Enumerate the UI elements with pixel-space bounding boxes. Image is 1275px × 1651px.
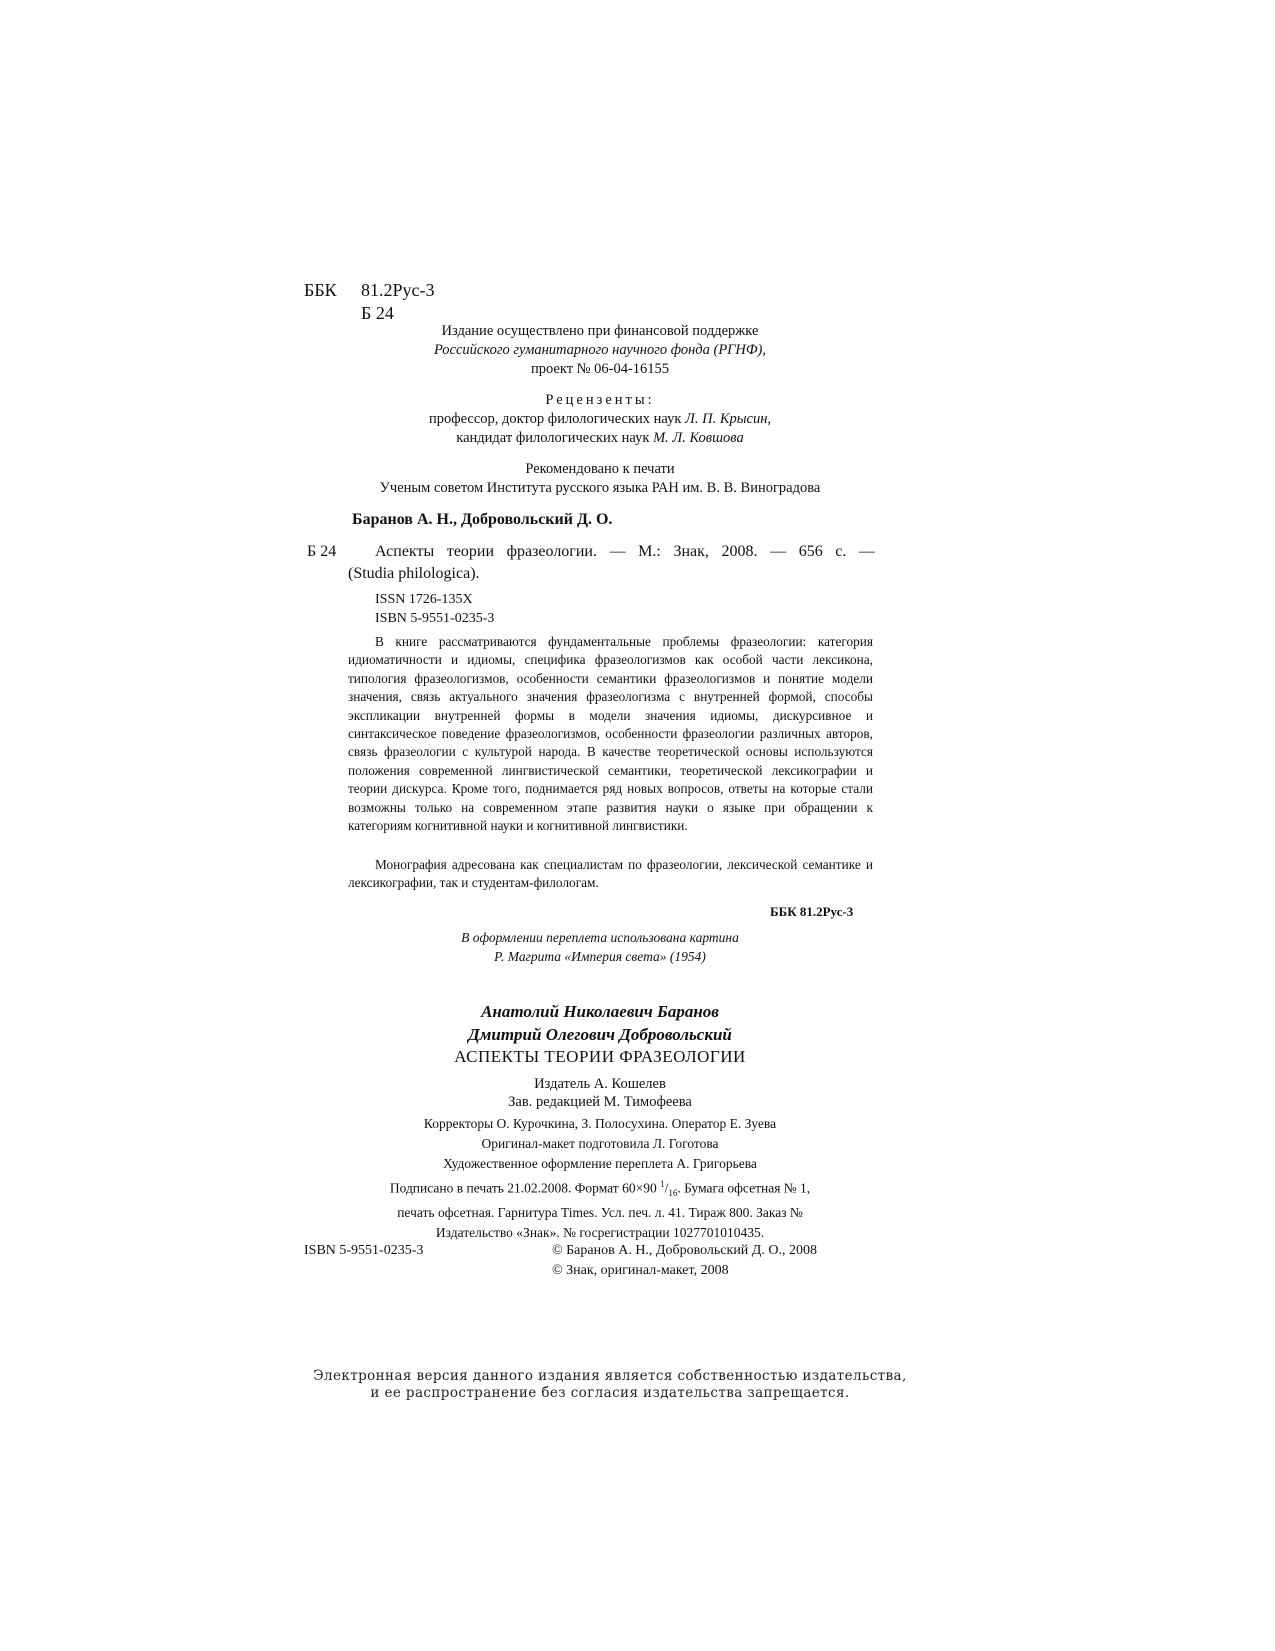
funding-line-1: Издание осуществлено при финансовой поддержке: [441, 323, 759, 339]
reviewer-2-name: М. Л. Ковшова: [653, 430, 744, 446]
format-fraction-denominator: 16: [668, 1188, 678, 1199]
isbn-bottom: ISBN 5-9551-0235-3: [304, 1243, 424, 1258]
reviewer-1-name: Л. П. Крысин: [685, 411, 768, 427]
cover-note-line-2: Р. Магрита «Империя света» (1954): [494, 949, 706, 964]
bbk-code: 81.2Рус-3: [361, 280, 435, 300]
series-name: (Studia philologica).: [348, 565, 480, 582]
reviewer-1-title: профессор, доктор филологических наук: [428, 411, 686, 427]
cutter-code-top: Б 24: [361, 303, 394, 323]
copyright-line-1: © Баранов А. Н., Добровольский Д. О., 2008: [552, 1243, 817, 1258]
recommendation-line-1: Рекомендовано к печати: [525, 461, 675, 477]
cover-note: [330, 928, 870, 966]
bbk-label: ББК: [304, 280, 337, 300]
colophon-cover-design: Художественное оформление переплета А. Григорьева: [443, 1156, 757, 1171]
abstract-paragraph-2: Монография адресована как специалистам по фразеологии, лексической семантике и лексикографии, так и студентам-филологам.: [348, 857, 873, 891]
colophon-editor: Зав. редакцией М. Тимофеева: [508, 1093, 692, 1110]
notice-line-2: и ее распространение без согласия издательства запрещается.: [370, 1385, 850, 1401]
bbk-code-right: ББК 81.2Рус-3: [770, 904, 854, 919]
isbn-number: ISBN 5-9551-0235-3: [375, 611, 495, 626]
cutter-code: Б 24: [307, 543, 337, 560]
colophon-title: АСПЕКТЫ ТЕОРИИ ФРАЗЕОЛОГИИ: [454, 1047, 746, 1066]
format-fraction-numerator: 1: [660, 1179, 665, 1189]
colophon-author-2: Дмитрий Олегович Добровольский: [468, 1025, 732, 1044]
cover-note-line-1: В оформлении переплета использована картина: [461, 930, 739, 945]
funding-line-3: проект № 06-04-16155: [530, 361, 670, 377]
colophon-publisher-registration: Издательство «Знак». № госрегистрации 1027701010435.: [435, 1225, 765, 1241]
colophon-publisher: Издатель А. Кошелев: [534, 1076, 666, 1092]
colophon: [330, 1000, 870, 1243]
print-info-b: . Бумага офсетная № 1,: [677, 1180, 811, 1196]
copyright-line-2: © Знак, оригинал-макет, 2008: [552, 1263, 729, 1278]
electronic-version-notice: [300, 1368, 920, 1402]
bibliographic-title: Аспекты теории фразеологии. — М.: Знак, 2008. — 656 с. —: [375, 543, 875, 560]
colophon-layout: Оригинал-макет подготовила Л. Гоготова: [481, 1136, 719, 1151]
reviewer-1-suffix: ,: [767, 411, 772, 427]
notice-line-1: Электронная версия данного издания является собственностью издательства,: [313, 1368, 907, 1384]
issn-number: ISSN 1726-135X: [375, 592, 473, 607]
funding-note: [330, 322, 870, 379]
colophon-author-1: Анатолий Николаевич Баранов: [481, 1002, 719, 1021]
colophon-print-info-1: Подписано в печать 21.02.2008. Формат 60×90 $^1/_{16}$. Бумага офсетная № 1,: [389, 1179, 811, 1199]
abstract-paragraph-1: В книге рассматриваются фундаментальные проблемы фразеологии: категория идиоматичности и идиомы, специфика фразеологизмов как особой части лексикона, типология фразеологизмов, особенности семантики фразеологизмов и понятие модели значения, связь актуального значения фразеологизма с внутренней формой, способы экспликации внутренней формы в модели значения идиомы, дискурсивное и синтаксическое поведение фразеологизмов, особенности фразеологии различных авторов, связь фразеологии с культурой народа. В качестве теоретической основы используются положения современной лингвистической семантики, теоретической лексикографии и теории дискурса. Кроме того, поднимается ряд новых вопросов, ответы на которые стали возможны только на современном этапе развития науки о языке при обращении к категориям когнитивной науки и когнитивной лингвистики.: [348, 634, 873, 834]
reviewer-2-title: кандидат филологических наук: [456, 430, 654, 446]
reviewers-block: [330, 391, 870, 448]
reviewer-1: [330, 410, 870, 429]
reviewers-heading: Рецензенты:: [545, 392, 655, 408]
authors-heading: Баранов А. Н., Добровольский Д. О.: [352, 511, 613, 528]
reviewer-2: [330, 429, 870, 448]
recommendation-block: [330, 460, 870, 498]
colophon-print-info-2: печать офсетная. Гарнитура Times. Усл. печ. л. 41. Тираж 800. Заказ №: [397, 1205, 803, 1221]
funding-line-2: Российского гуманитарного научного фонда (РГНФ),: [433, 342, 767, 358]
print-info-a: Подписано в печать 21.02.2008. Формат 60×90: [389, 1180, 661, 1196]
recommendation-line-2: Ученым советом Института русского языка РАН им. В. В. Виноградова: [379, 480, 821, 496]
colophon-correctors: Корректоры О. Курочкина, З. Полосухина. Оператор Е. Зуева: [423, 1116, 777, 1131]
